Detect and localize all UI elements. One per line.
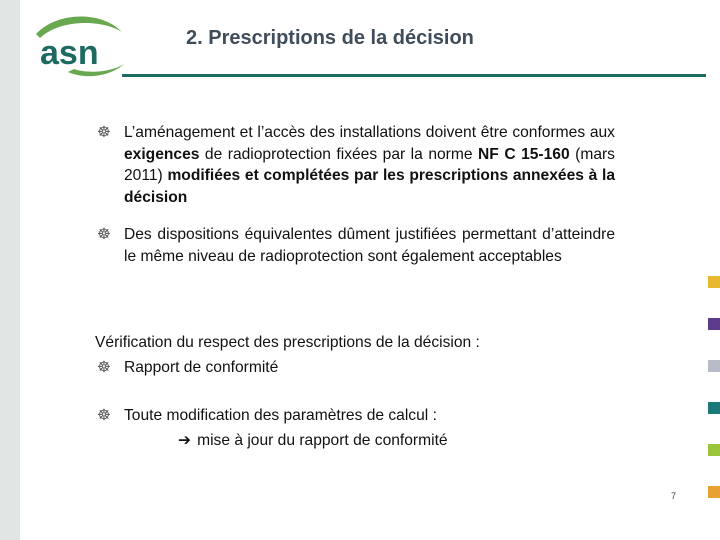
bullet-item-installations bbox=[95, 122, 615, 208]
bullet-text: Rapport de conformité bbox=[124, 359, 279, 376]
bullet-item-dispositions bbox=[95, 224, 615, 267]
bullet-text: L’aménagement et l’accès des installations doivent être conformes aux exigences de radioprotection fixées par la norme NF C 15-160 (mars 2011) modifiées et complétées par les prescriptions annexées à la décision bbox=[124, 124, 615, 206]
asn-logo bbox=[26, 12, 126, 78]
left-decorative-band bbox=[0, 0, 20, 540]
page-title: 2. Prescriptions de la décision bbox=[186, 27, 474, 49]
asn-logo-text: asn bbox=[40, 34, 99, 72]
gear-bullet-icon: ☸ bbox=[97, 226, 111, 243]
sub-item-mise-a-jour bbox=[178, 430, 448, 452]
bullet-item-rapport bbox=[95, 357, 615, 379]
side-square-yellow bbox=[708, 276, 720, 288]
side-square-gray bbox=[708, 360, 720, 372]
sub-item-text: mise à jour du rapport de conformité bbox=[197, 432, 448, 449]
side-square-teal bbox=[708, 402, 720, 414]
bullet-item-modification bbox=[95, 405, 615, 427]
arrow-right-icon: ➔ bbox=[178, 432, 192, 449]
gear-bullet-icon: ☸ bbox=[97, 407, 111, 424]
bullet-text: Des dispositions équivalentes dûment justifiées permettant d’atteindre le même niveau de radioprotection sont également acceptables bbox=[124, 226, 615, 265]
verification-heading: Vérification du respect des prescriptions de la décision : bbox=[95, 334, 480, 351]
gear-bullet-icon: ☸ bbox=[97, 359, 111, 376]
title-divider bbox=[122, 74, 706, 77]
gear-bullet-icon: ☸ bbox=[97, 124, 111, 141]
side-square-green bbox=[708, 444, 720, 456]
page-number: 7 bbox=[671, 491, 677, 501]
side-square-orange bbox=[708, 486, 720, 498]
side-square-purple bbox=[708, 318, 720, 330]
bullet-text: Toute modification des paramètres de calcul : bbox=[124, 407, 437, 424]
